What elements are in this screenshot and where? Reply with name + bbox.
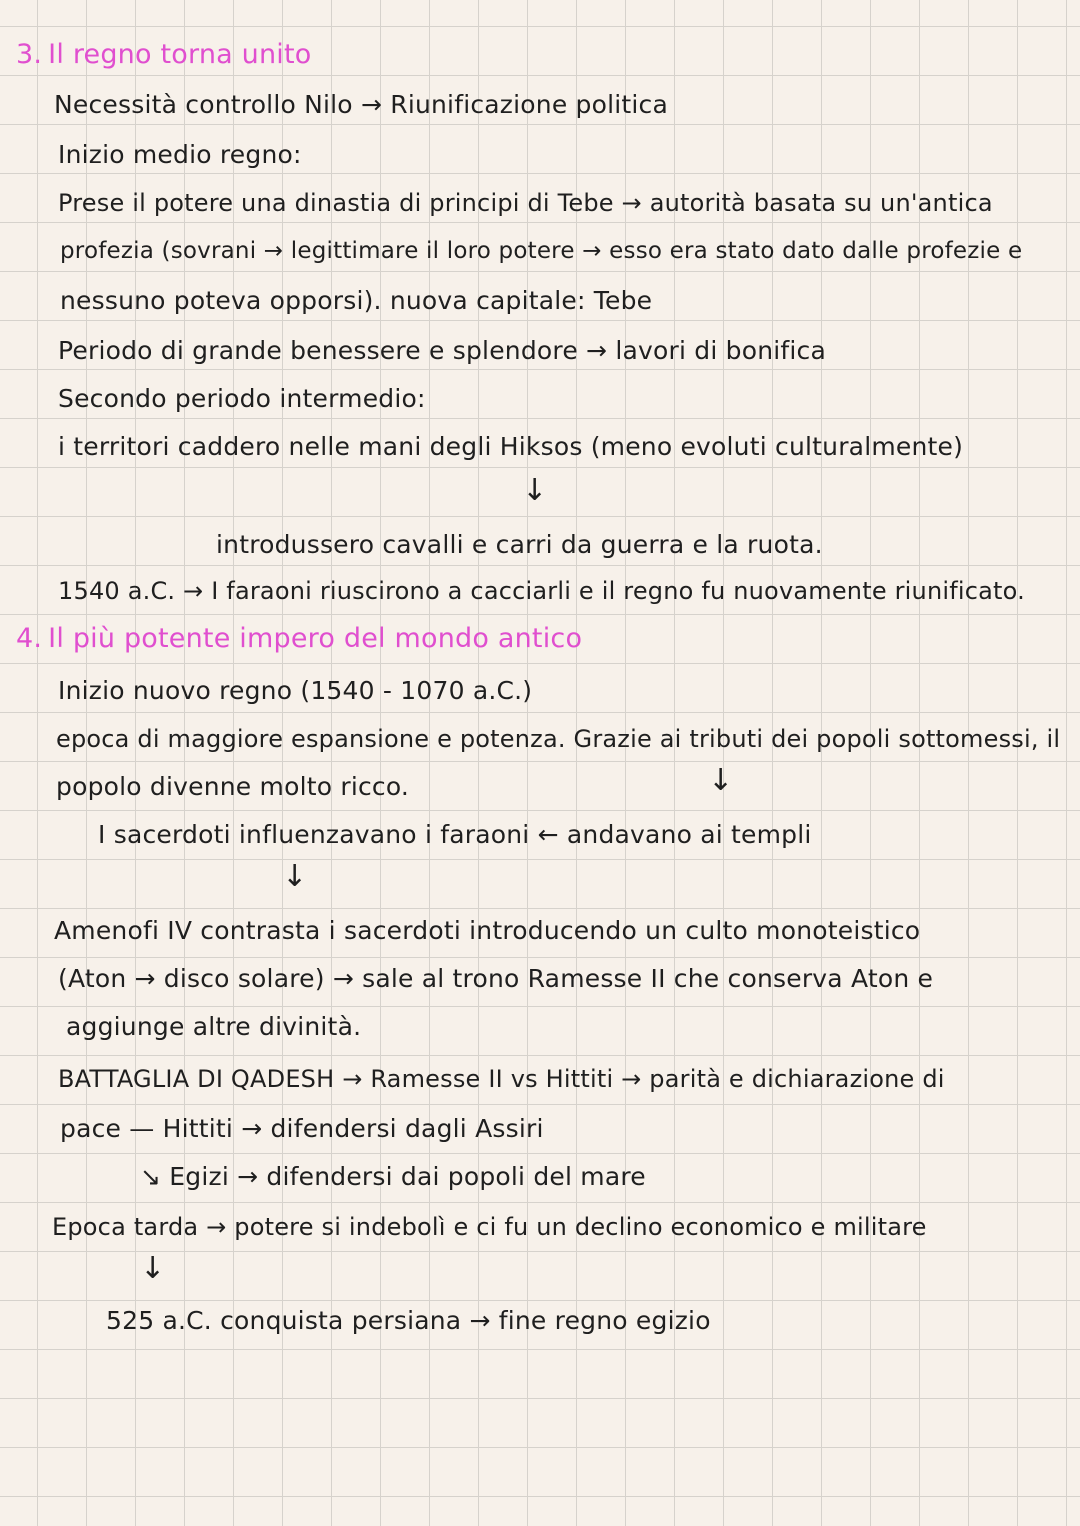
note-line: Secondo periodo intermedio: xyxy=(58,384,426,413)
section-4-title: Il più potente impero del mondo antico xyxy=(48,623,583,654)
section-3-heading xyxy=(16,40,312,70)
section-3-number: 3. xyxy=(16,39,43,70)
down-arrow-icon: ↓ xyxy=(522,473,548,508)
note-line: BATTAGLIA DI QADESH → Ramesse II vs Hittiti → parità e dichiarazione di xyxy=(58,1065,945,1093)
note-line: introdussero cavalli e carri da guerra e la ruota. xyxy=(216,530,823,559)
note-line: Inizio nuovo regno (1540 - 1070 a.C.) xyxy=(58,676,533,705)
note-line: Inizio medio regno: xyxy=(58,140,302,169)
note-line: i territori caddero nelle mani degli Hiksos (meno evoluti culturalmente) xyxy=(58,432,964,461)
note-line: Epoca tarda → potere si indebolì e ci fu un declino economico e militare xyxy=(52,1213,927,1241)
note-line: Necessità controllo Nilo → Riunificazione politica xyxy=(54,90,669,119)
note-line: ↘ Egizi → difendersi dai popoli del mare xyxy=(140,1162,646,1191)
note-line: profezia (sovrani → legittimare il loro potere → esso era stato dato dalle profezie e xyxy=(60,238,1023,264)
note-line: 525 a.C. conquista persiana → fine regno egizio xyxy=(106,1306,711,1335)
note-line: Periodo di grande benessere e splendore → lavori di bonifica xyxy=(58,336,826,365)
note-line: Amenofi IV contrasta i sacerdoti introducendo un culto monoteistico xyxy=(54,916,921,945)
note-line: popolo divenne molto ricco. xyxy=(56,772,410,801)
note-line: nessuno poteva opporsi). nuova capitale: Tebe xyxy=(60,286,653,315)
section-4-number: 4. xyxy=(16,623,43,654)
note-line: I sacerdoti influenzavano i faraoni ← andavano ai templi xyxy=(98,820,812,849)
note-line: (Aton → disco solare) → sale al trono Ramesse II che conserva Aton e xyxy=(58,964,934,993)
down-arrow-icon: ↓ xyxy=(708,763,734,798)
note-line: pace — Hittiti → difendersi dagli Assiri xyxy=(60,1114,544,1143)
down-arrow-icon: ↓ xyxy=(140,1251,166,1286)
note-line: aggiunge altre divinità. xyxy=(66,1012,362,1041)
section-3-title: Il regno torna unito xyxy=(48,39,312,70)
down-arrow-icon: ↓ xyxy=(282,859,308,894)
section-4-heading xyxy=(16,624,582,654)
note-line: 1540 a.C. → I faraoni riuscirono a cacciarli e il regno fu nuovamente riunificato. xyxy=(58,577,1025,605)
note-line: Prese il potere una dinastia di principi di Tebe → autorità basata su un'antica xyxy=(58,189,993,217)
note-line: epoca di maggiore espansione e potenza. Grazie ai tributi dei popoli sottomessi, il xyxy=(56,725,1061,753)
